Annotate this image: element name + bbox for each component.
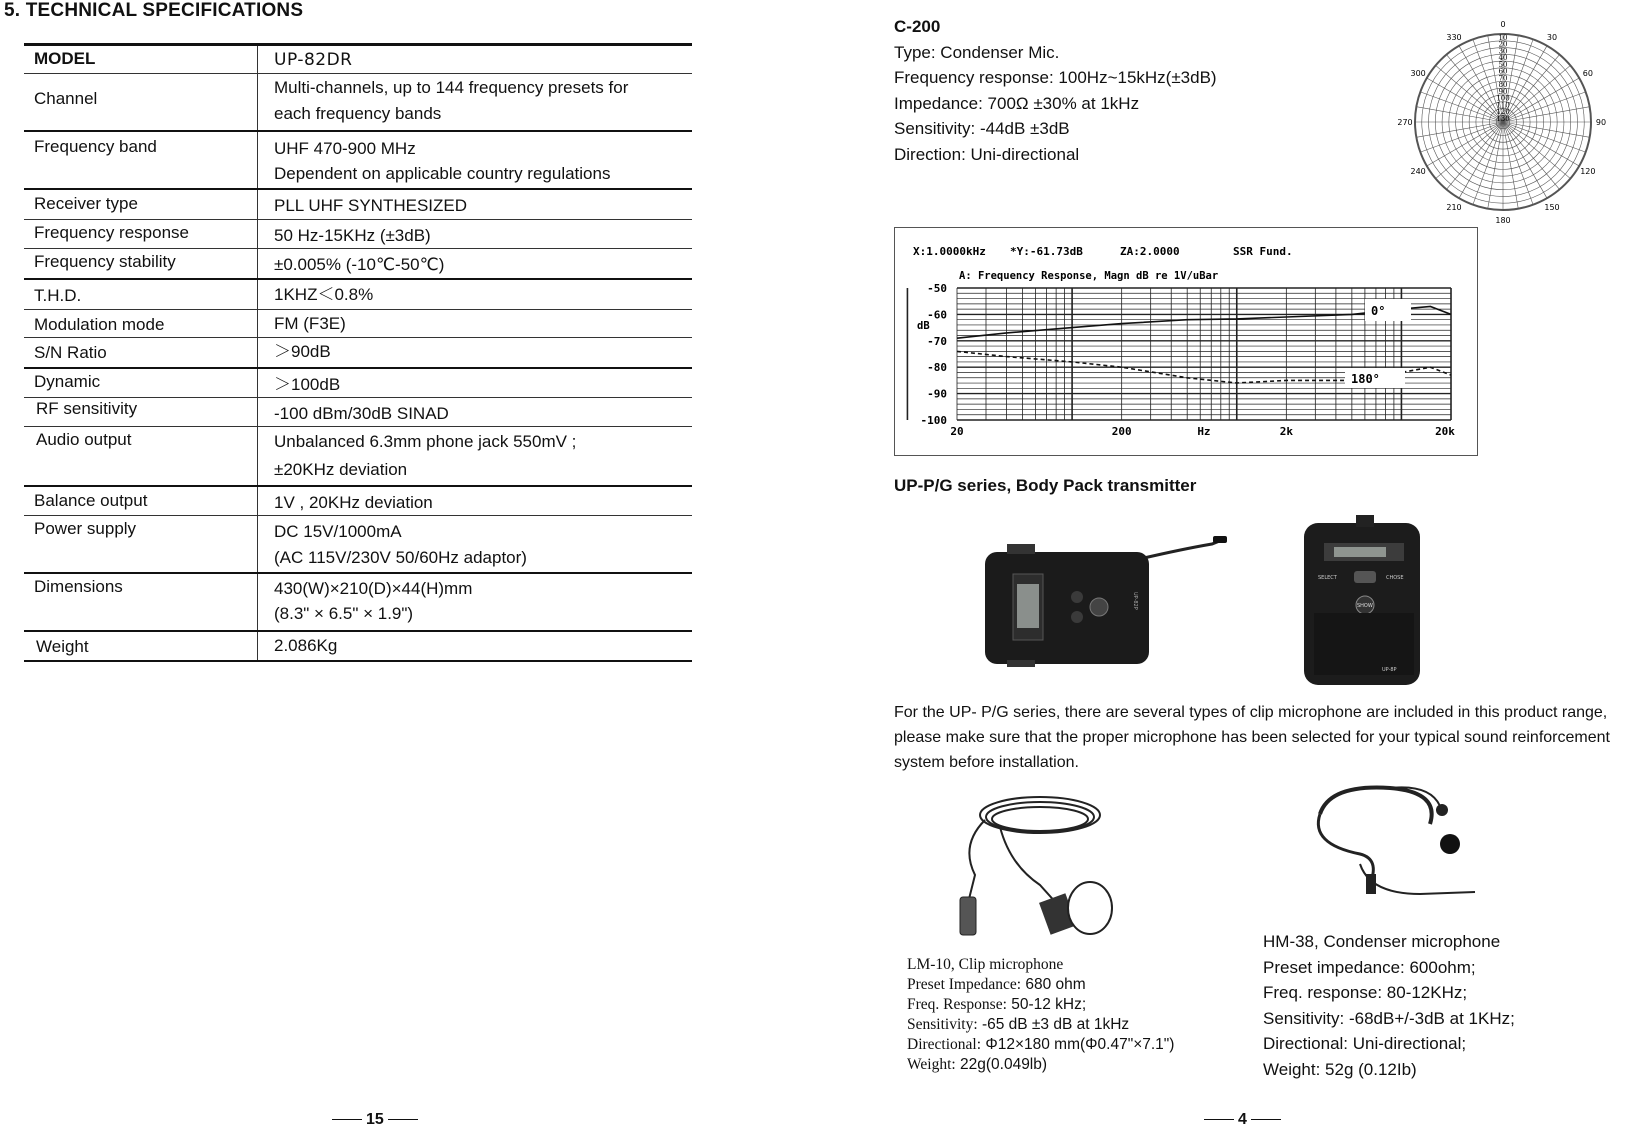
y-tick-label: -70	[927, 334, 947, 348]
polar-ring-label: 90	[1498, 87, 1508, 96]
polar-ring-label: 100	[1496, 94, 1510, 103]
spec-value: PLL UHF SYNTHESIZED	[274, 196, 468, 215]
polar-ring-label: 50	[1498, 60, 1508, 69]
polar-ring-label: 110	[1496, 101, 1510, 110]
table-row	[24, 132, 692, 190]
c200-line: Frequency response: 100Hz~15kHz(±3dB)	[894, 68, 1217, 87]
table-row	[24, 398, 692, 427]
spec-label: Channel	[34, 89, 98, 108]
chart-header-ssr: SSR Fund.	[1233, 245, 1293, 258]
page-number-left	[328, 1111, 422, 1129]
table-row	[24, 220, 692, 249]
spec-label: S/N Ratio	[34, 343, 107, 362]
chart-subtitle: A: Frequency Response, Magn dB re 1V/uBar	[959, 270, 1219, 282]
polar-ring-label: 40	[1498, 54, 1508, 63]
c200-line: Direction: Uni-directional	[894, 144, 1080, 164]
page-number-right	[1200, 1111, 1285, 1129]
spec-value: -100 dBm/30dB SINAD	[274, 404, 449, 423]
spec-value: 50 Hz-15KHz (±3dB)	[274, 226, 431, 245]
page-number-text: 4	[1238, 1111, 1247, 1128]
spec-value: ±0.005% (-10℃-50℃)	[274, 255, 445, 274]
polar-angle-label: 210	[1446, 202, 1462, 212]
c200-line: Impedance: 700Ω ±30% at 1kHz	[894, 93, 1140, 113]
polar-ring-label: 30	[1498, 47, 1508, 56]
lm10-label: Sensitivity:	[907, 1016, 978, 1033]
lm10-value: Φ12×180 mm(Φ0.47"×7.1")	[985, 1036, 1175, 1053]
spec-value: DC 15V/1000mA	[274, 522, 402, 541]
lm10-value: 680 ohm	[1025, 976, 1086, 993]
y-tick-label: -60	[927, 308, 947, 322]
spec-value: ＞100dB	[274, 375, 341, 394]
polar-angle-label: 0	[1500, 20, 1506, 29]
tx2-brand-label: SHOW	[1357, 603, 1373, 609]
table-row	[24, 249, 692, 280]
spec-label: Modulation mode	[34, 315, 165, 334]
tx1-model-label: UP-82P	[1132, 592, 1138, 610]
polar-angle-label: 180	[1495, 216, 1511, 225]
bodypack-transmitter-front-image	[1300, 513, 1430, 689]
spec-value: UHF 470-900 MHz	[274, 139, 416, 158]
lm10-label: Weight:	[907, 1056, 956, 1073]
hm38-line: Weight: 52g (0.12Ib)	[1263, 1059, 1417, 1079]
spec-label: RF sensitivity	[36, 399, 138, 418]
polar-ring-label: 80	[1498, 81, 1508, 90]
y-tick-label: -100	[920, 414, 947, 427]
polar-angle-label: 240	[1410, 167, 1426, 176]
lm10-label: Freq. Response:	[907, 996, 1007, 1013]
curve-label-180deg: 180°	[1351, 372, 1380, 386]
table-row	[24, 280, 692, 310]
x-tick-label: 2k	[1279, 425, 1293, 438]
table-row	[24, 632, 692, 660]
section-title: 5. TECHNICAL SPECIFICATIONS	[4, 0, 304, 21]
hm38-line: Directional: Uni-directional;	[1263, 1034, 1467, 1053]
hm38-line: HM-38, Condenser microphone	[1263, 932, 1501, 951]
spec-value: Unbalanced 6.3mm phone jack 550mV ;	[274, 432, 577, 451]
lm10-title: LM-10, Clip microphone	[907, 956, 1064, 973]
page-number-text: 15	[366, 1111, 384, 1128]
hm38-headset-microphone-image	[1300, 784, 1480, 914]
spec-label: Power supply	[34, 519, 137, 538]
hm38-line: Freq. response: 80-12KHz;	[1263, 983, 1468, 1002]
spec-value: each frequency bands	[274, 104, 442, 123]
polar-ring-label: 20	[1498, 40, 1508, 49]
tx2-model-label: UP-8P	[1382, 667, 1397, 673]
spec-value: ＞90dB	[274, 342, 331, 361]
spec-label: Weight	[36, 637, 89, 656]
chart-y-unit: dB	[917, 320, 930, 332]
hm38-line: Preset impedance: 600ohm;	[1263, 957, 1476, 977]
spec-label: Receiver type	[34, 194, 138, 213]
polar-angle-label: 90	[1595, 118, 1607, 127]
frequency-response-chart	[894, 227, 1478, 456]
spec-value: (8.3" × 6.5" × 1.9")	[274, 604, 414, 623]
spec-label: MODEL	[34, 49, 96, 68]
spec-label: Audio output	[36, 430, 132, 449]
lm10-spec-block	[907, 955, 1174, 1075]
polar-angle-label: 330	[1446, 33, 1462, 43]
lm10-label: Preset Impedance:	[907, 976, 1022, 993]
polar-pattern-chart	[1397, 14, 1608, 225]
table-row	[24, 369, 692, 398]
c200-line: Type: Condenser Mic.	[894, 42, 1060, 62]
x-tick-label: 200	[1111, 425, 1132, 438]
polar-angle-label: 150	[1544, 202, 1560, 212]
chart-header-x: X:1.0000kHz	[913, 245, 986, 258]
chart-header-y: *Y:-61.73dB	[1010, 245, 1083, 258]
spec-label: Frequency stability	[34, 252, 176, 271]
polar-ring-label: 120	[1496, 108, 1510, 117]
spec-value: 1V , 20KHz deviation	[274, 493, 433, 512]
tx2-select-label: SELECT	[1318, 575, 1337, 581]
polar-angle-label: 270	[1397, 118, 1413, 127]
y-tick-label: -50	[927, 282, 947, 295]
polar-angle-label: 300	[1410, 69, 1426, 78]
spec-label: Frequency band	[34, 137, 157, 156]
lm10-value: 22g(0.049lb)	[960, 1056, 1048, 1073]
bodypack-transmitter-side-image	[977, 532, 1252, 667]
spec-label: T.H.D.	[34, 286, 82, 305]
hm38-spec-block	[1263, 929, 1515, 1082]
table-row	[24, 516, 692, 574]
y-tick-label: -90	[927, 387, 947, 401]
table-row	[24, 487, 692, 516]
lm10-label: Directional:	[907, 1036, 982, 1053]
c200-line: Sensitivity: -44dB ±3dB	[894, 119, 1070, 138]
spec-value: ±20KHz deviation	[274, 460, 408, 479]
spec-label: Balance output	[34, 491, 148, 510]
spec-value: UP-82DR	[274, 50, 353, 70]
polar-angle-label: 120	[1580, 167, 1596, 176]
chart-header-za: ZA:2.0000	[1120, 245, 1180, 258]
spec-value: Dependent on applicable country regulations	[274, 164, 611, 183]
c200-spec-block	[894, 14, 1217, 167]
x-tick-label: Hz	[1197, 425, 1211, 438]
up-series-title: UP-P/G series, Body Pack transmitter	[894, 476, 1197, 495]
spec-label: Dynamic	[34, 372, 101, 391]
y-tick-label: -80	[927, 361, 947, 375]
x-tick-label: 20	[950, 425, 964, 438]
spec-value: 1KHZ＜0.8%	[274, 285, 374, 304]
curve-label-0deg: 0°	[1371, 304, 1386, 318]
polar-angle-label: 30	[1546, 33, 1558, 43]
lm10-value: -65 dB ±3 dB at 1kHz	[981, 1016, 1130, 1033]
spec-label: Dimensions	[34, 577, 123, 596]
table-row	[24, 46, 692, 74]
polar-ring-label: 10	[1498, 33, 1508, 42]
table-row	[24, 74, 692, 132]
spec-value: 2.086Kg	[274, 636, 338, 655]
lm10-value: 50-12 kHz;	[1011, 996, 1087, 1013]
c200-title: C-200	[894, 17, 941, 36]
tx2-chose-label: CHOSE	[1386, 575, 1404, 581]
polar-ring-label: 130	[1496, 115, 1510, 123]
spec-label: Frequency response	[34, 223, 189, 242]
table-row	[24, 574, 692, 632]
product-description: For the UP- P/G series, there are several types of clip microphone are included in this product range, please make sure that the proper microphone has been selected for your typical sound reinforcement system before installation.	[894, 704, 1610, 771]
polar-angle-label: 60	[1582, 69, 1593, 78]
polar-ring-label: 70	[1498, 74, 1508, 83]
lm10-clip-microphone-image	[940, 785, 1120, 945]
table-row	[24, 310, 692, 338]
spec-value: Multi-channels, up to 144 frequency presets for	[274, 78, 629, 97]
polar-ring-label: 60	[1498, 67, 1508, 76]
x-tick-label: 20k	[1435, 425, 1455, 438]
table-row	[24, 427, 692, 487]
table-row	[24, 190, 692, 220]
spec-value: FM (F3E)	[274, 314, 346, 333]
spec-value: (AC 115V/230V 50/60Hz adaptor)	[274, 548, 527, 567]
table-row	[24, 338, 692, 369]
spec-value: 430(W)×210(D)×44(H)mm	[274, 579, 473, 598]
spec-table	[24, 43, 692, 662]
hm38-line: Sensitivity: -68dB+/-3dB at 1KHz;	[1263, 1008, 1515, 1028]
